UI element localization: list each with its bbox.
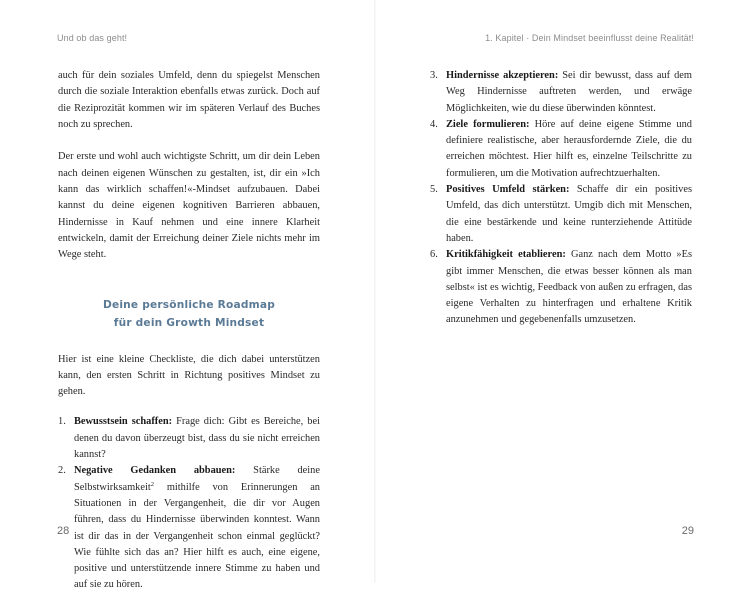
item-number: 1. (58, 416, 66, 428)
item-number: 2. (58, 465, 66, 477)
item-text: Sei dir bewusst, dass auf dem Weg Hindernisse auftreten werden, und erwäge Möglichkeiten, wie du diese überwinden könntest. (446, 70, 692, 114)
running-head-left: Und ob das geht! (57, 33, 128, 43)
item-text: Stärke deine Selbstwirksamkeit (74, 465, 320, 493)
left-page (0, 0, 375, 591)
checklist (58, 414, 320, 593)
section-heading-line: für dein Growth Mindset (113, 316, 265, 329)
item-title: Hindernisse akzeptieren: (446, 70, 559, 81)
paragraph: auch für dein soziales Umfeld, denn du spiegelst Menschen durch die soziale Interaktion ebenfalls etwas zurück. Doch auf die Reziprozität kommen wir im späteren Verlauf des Buches noch zu sprechen. (58, 70, 320, 130)
footnote-reference[interactable]: 2 (150, 480, 155, 488)
item-text: Schaffe dir ein positives Umfeld, das dich unterstützt. Umgib dich mit Menschen, die eine bestärkende und keine runterziehende Attitüde haben. (446, 184, 692, 244)
checklist-intro: Hier ist eine kleine Checkliste, die dich dabei unterstützen kann, den ersten Schritt in Richtung positives Mindset zu gehen. (58, 353, 320, 398)
checklist (430, 68, 692, 329)
item-title: Positives Umfeld stärken: (446, 184, 570, 196)
item-number: 6. (430, 249, 438, 261)
item-text: mithilfe von Erinnerungen an Situationen in der Vergangenheit, die dir vor Augen führen, dass du Hindernisse überwinden konntest. Wann ist dir das in der Vergangenheit schon einmal geglückt? Wie fühlte sich das an? Hier hilft es auch, eine eigene, positive und unterstützende innere Stimme zu haben und auf sie zu hören. (74, 481, 320, 591)
checklist-item (58, 414, 320, 463)
item-title: Negative Gedanken abbauen: (74, 465, 236, 477)
right-page-body (430, 68, 692, 329)
item-title: Ziele formulieren: (446, 118, 530, 130)
checklist-item (430, 117, 692, 182)
running-head-right: 1. Kapitel · Dein Mindset beeinflusst deine Realität! (485, 33, 694, 43)
page-number-right: 29 (681, 525, 694, 537)
paragraph: Der erste und wohl auch wichtigste Schritt, um dir dein Leben nach deinen eigenen Wünschen zu gestalten, ist, dir ein »Ich kann das wirklich schaffen!«-Mindset aufzubauen. Dabei kannst du deine eigenen kognitiven Barrieren abbauen, Hindernisse in Kauf nehmen und eine innere Klarheit entwickeln, damit der Erreichung deiner Ziele nichts mehr im Wege steht. (58, 151, 320, 261)
section-heading (58, 296, 320, 332)
right-page (375, 0, 750, 583)
checklist-item (430, 68, 692, 117)
checklist-item (58, 463, 320, 593)
left-page-body (58, 68, 320, 594)
checklist-item (430, 182, 692, 247)
item-text: Höre auf deine eigene Stimme und definiere realistische, aber herausfordernde Ziele, die du erreichen möchtest. Hier hilft es, einzelne Teilschritte zu formulieren, um die Motivation aufrechtzuerhalten. (446, 118, 692, 179)
item-number: 4. (430, 118, 438, 130)
item-number: 5. (430, 184, 438, 196)
item-text: Frage dich: Gibt es Bereiche, bei denen du davon überzeugt bist, dass du sie nicht erreichen kannst? (74, 416, 320, 461)
checklist-item (430, 247, 692, 328)
item-title: Bewusstsein schaffen: (74, 416, 173, 428)
item-text: Ganz nach dem Motto »Es gibt immer Menschen, die etwas besser können als man selbst« ist es wichtig, Feedback von außen zu erfragen, das eigene Verhalten zu hinterfragen und erhaltene Kritik anzunehmen und gegebenenfalls umzusetzen. (446, 249, 693, 326)
page-number-left: 28 (57, 525, 70, 537)
item-number: 3. (430, 70, 438, 81)
item-title: Kritikfähigkeit etablieren: (446, 249, 566, 261)
section-heading-line: Deine persönliche Roadmap (102, 298, 276, 311)
